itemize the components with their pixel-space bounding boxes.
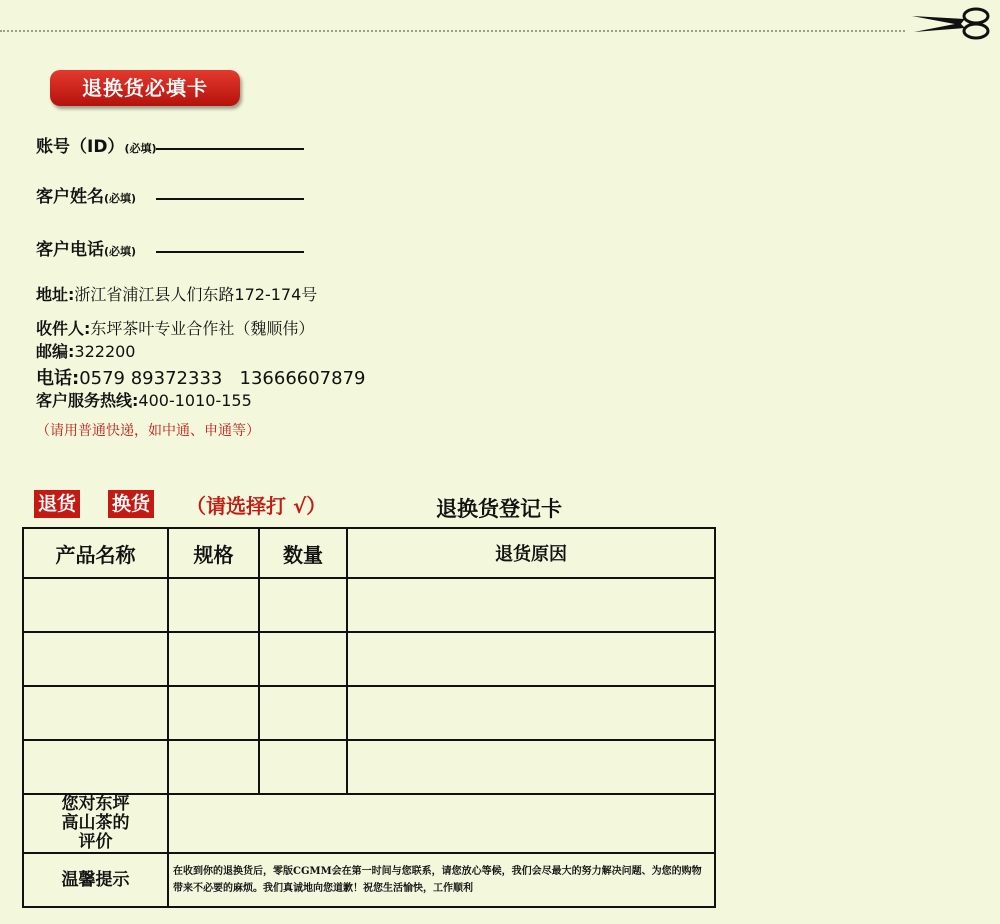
address-line <box>36 282 317 305</box>
product-cell[interactable] <box>23 740 168 794</box>
customer-name-label: 客户姓名 <box>36 187 104 207</box>
quantity-cell[interactable] <box>259 740 347 794</box>
scissors-icon <box>910 6 994 40</box>
customer-name-input-line[interactable] <box>156 198 304 200</box>
registration-table <box>22 527 716 908</box>
spec-cell[interactable] <box>168 578 259 632</box>
required-mark: (必填) <box>104 245 137 258</box>
recipient-label: 收件人: <box>36 319 91 338</box>
table-row <box>23 686 715 740</box>
recipient-value: 东坪茶叶专业合作社（魏顺伟） <box>90 319 315 338</box>
cut-line <box>0 30 905 32</box>
table-row <box>23 740 715 794</box>
reason-cell[interactable] <box>347 686 715 740</box>
spec-cell[interactable] <box>168 632 259 686</box>
exchange-option[interactable]: 换货 <box>108 490 154 518</box>
phone-value: 0579 89372333 13666607879 <box>79 368 366 389</box>
quantity-cell[interactable] <box>259 632 347 686</box>
service-line <box>36 388 252 411</box>
quantity-cell[interactable] <box>259 686 347 740</box>
zip-label: 邮编: <box>36 342 75 361</box>
reason-cell[interactable] <box>347 578 715 632</box>
header-quantity: 数量 <box>259 528 347 578</box>
zip-line <box>36 339 135 362</box>
header-spec: 规格 <box>168 528 259 578</box>
reason-cell[interactable] <box>347 740 715 794</box>
customer-phone-field[interactable] <box>36 235 136 260</box>
phone-line <box>36 364 366 390</box>
card-title: 退换货登记卡 <box>436 497 562 521</box>
required-mark: (必填) <box>104 192 137 205</box>
table-row <box>23 632 715 686</box>
return-card-banner: 退换货必填卡 <box>50 70 240 106</box>
service-value: 400-1010-155 <box>138 391 252 410</box>
product-cell[interactable] <box>23 686 168 740</box>
account-id-field[interactable] <box>36 132 157 157</box>
rating-label-text: 您对东坪高山茶的评价 <box>61 794 130 852</box>
product-cell[interactable] <box>23 578 168 632</box>
required-mark: (必填) <box>124 142 157 155</box>
account-id-label: 账号（ID） <box>36 137 125 157</box>
account-id-input-line[interactable] <box>156 148 304 150</box>
header-reason: 退货原因 <box>347 528 715 578</box>
phone-label: 电话: <box>36 368 80 389</box>
rating-label <box>23 794 168 853</box>
customer-phone-input-line[interactable] <box>156 251 304 253</box>
quantity-cell[interactable] <box>259 578 347 632</box>
spec-cell[interactable] <box>168 686 259 740</box>
return-option[interactable]: 退货 <box>34 490 80 518</box>
reason-cell[interactable] <box>347 632 715 686</box>
shipping-note: （请用普通快递，如中通、申通等） <box>36 423 260 439</box>
tip-label: 温馨提示 <box>23 853 168 907</box>
tip-text: 在收到你的退换货后，零版CGMM会在第一时间与您联系，请您放心等候，我们会尽最大的努力解决问题、为您的购物带来不必要的麻烦。我们真诚地向您道歉！祝您生活愉快，工作顺利 <box>168 853 715 907</box>
zip-value: 322200 <box>74 342 136 361</box>
address-label: 地址: <box>36 285 75 304</box>
customer-name-field[interactable] <box>36 182 136 207</box>
service-label: 客户服务热线: <box>36 391 139 410</box>
header-product-name: 产品名称 <box>23 528 168 578</box>
spec-cell[interactable] <box>168 740 259 794</box>
product-cell[interactable] <box>23 632 168 686</box>
address-value: 浙江省浦江县人们东路172-174号 <box>74 285 318 304</box>
rating-cell[interactable] <box>168 794 715 853</box>
choose-hint: （请选择打 √） <box>186 494 327 518</box>
table-row <box>23 578 715 632</box>
customer-phone-label: 客户电话 <box>36 240 104 260</box>
recipient-line <box>36 316 314 339</box>
